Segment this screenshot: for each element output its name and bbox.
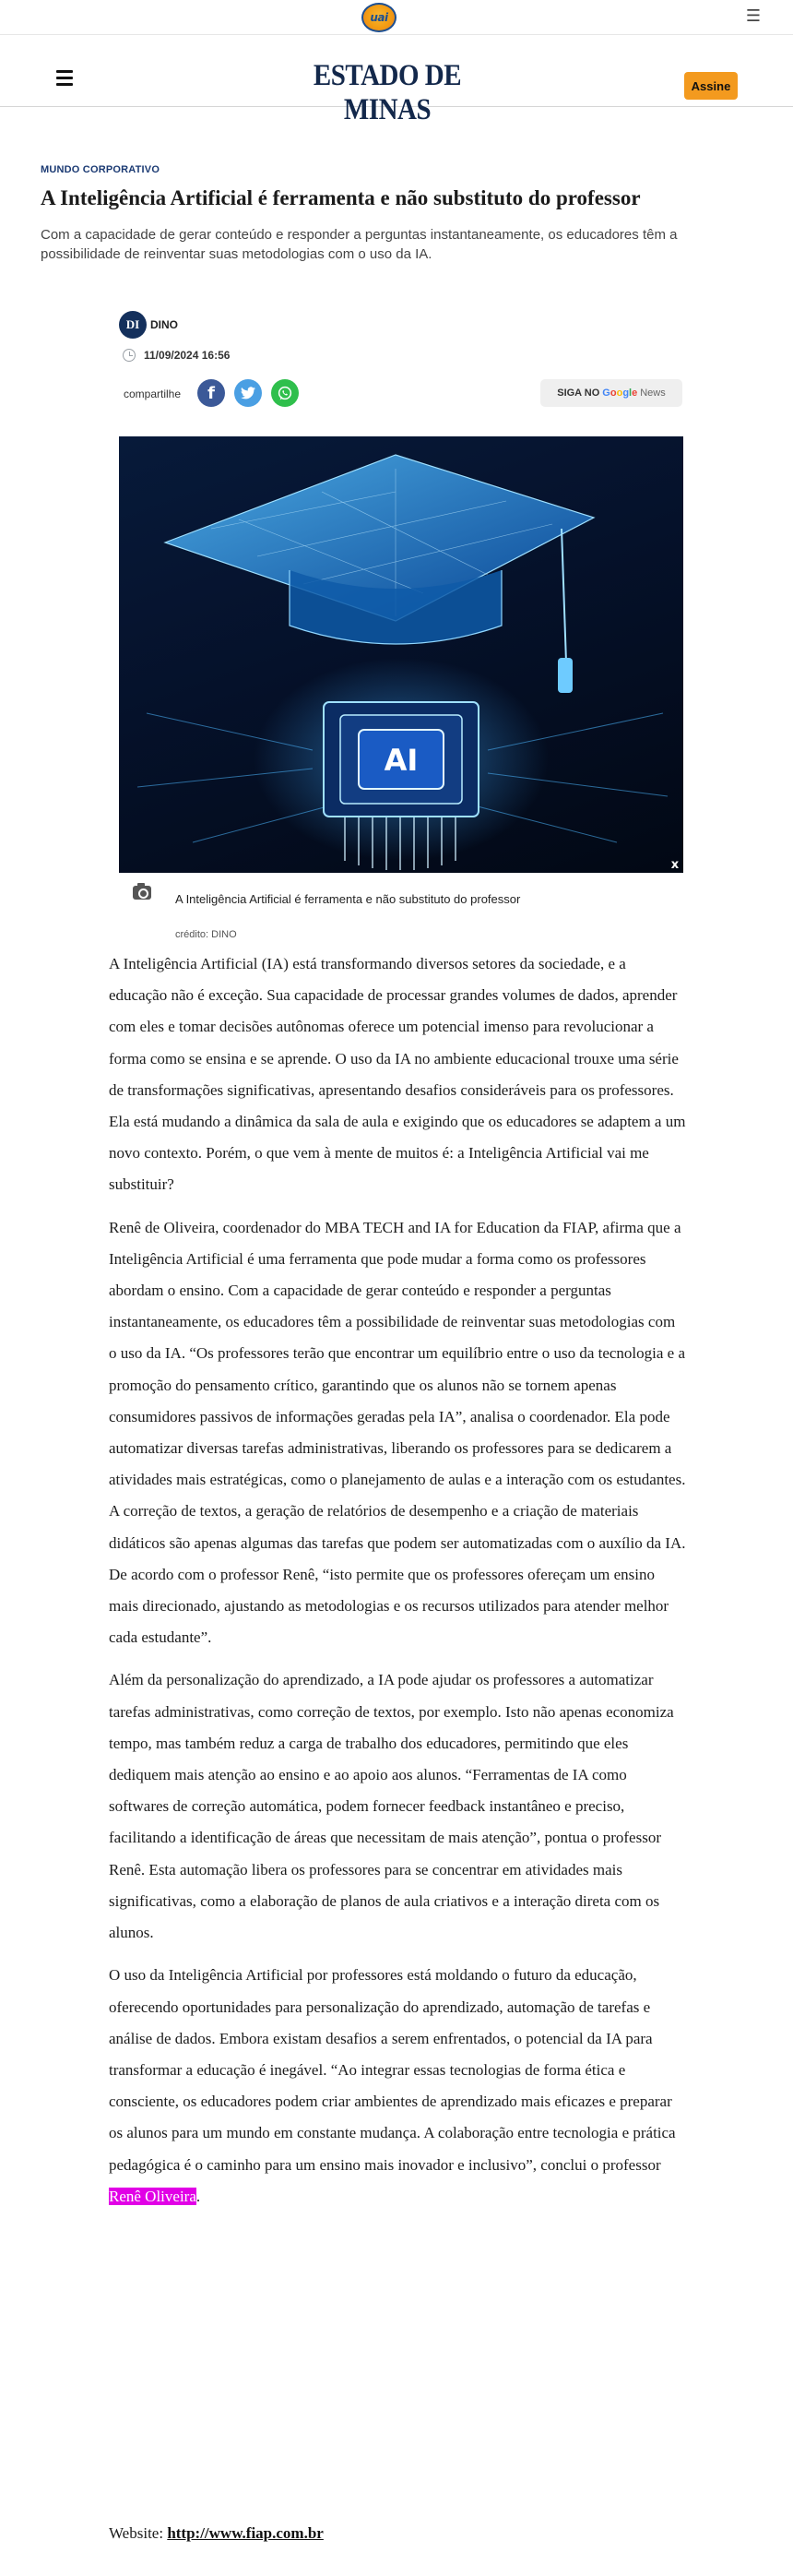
hamburger-menu-icon[interactable] <box>52 65 77 90</box>
subscribe-button[interactable]: Assine <box>684 72 738 100</box>
twitter-icon[interactable] <box>234 379 262 407</box>
paragraph-4-end: . <box>195 2187 201 2205</box>
ai-graduation-illustration <box>119 436 683 873</box>
site-header <box>0 35 793 126</box>
author-avatar[interactable]: DI <box>119 311 147 339</box>
uai-logo[interactable] <box>361 3 396 32</box>
clock-icon <box>123 349 136 362</box>
site-logo[interactable]: ESTADO DE MINAS <box>313 59 462 126</box>
article-title: A Inteligência Artificial é ferramenta e não substituto do professor <box>41 186 641 209</box>
website-label: Website: <box>109 2524 164 2542</box>
google-news-button[interactable] <box>540 379 682 407</box>
whatsapp-icon[interactable] <box>271 379 299 407</box>
paragraph-4-text: O uso da Inteligência Artificial por professores está moldando o futuro da educação, oferecendo oportunidades para personalização do aprendizado, automação de tarefas e análise de dados. Embora existam desafios a serem enfrentados, o potencial da IA para transformar a educação é inegável. “Ao integrar essas tecnologias de forma ética e consciente, os educadores podem criar ambientes de aprendizado mais eficazes e preparar os alunos para um mundo em constante mudança. A colaboração entre tecnologia e prática pedagógica é o caminho para um ensino mais inovador e inclusivo”, conclui o professor <box>109 1966 676 2174</box>
article-subtitle: Com a capacidade de gerar conteúdo e responder a perguntas instantaneamente, os educadores têm a possibilidade de reinventar suas metodologias com o uso da IA. <box>41 227 678 262</box>
website-line <box>109 2524 324 2543</box>
paragraph-1: A Inteligência Artificial (IA) está transformando diversos setores da sociedade, e a educação não é exceção. Sua capacidade de processar grandes volumes de dados, aprender com eles e tomar decisões autônomas oferece um potencial imenso para revolucionar a forma como se ensina e se aprende. O uso da IA no ambiente educacional trouxe uma série de transformações significativas, apresentando desafios consideráveis para os professores. Ela está mudando a dinâmica da sala de aula e exigindo que os educadores se adaptem a um novo contexto. Porém, o que vem à mente de muitos é: a Inteligência Artificial vai me substituir? <box>109 955 686 1194</box>
uai-logo-text: uai <box>370 11 388 24</box>
share-label: compartilhe <box>124 388 182 400</box>
paragraph-3: Além da personalização do aprendizado, a IA pode ajudar os professores a automatizar tarefas administrativas, como correção de textos, por exemplo. Isto não apenas economiza tempo, mas também reduz a carga de trabalho dos educadores, permitindo que eles dediquem mais atenção ao ensino e ao apoio aos alunos. “Ferramentas de IA como softwares de correção automática, podem fornecer feedback instantâneo e preciso, facilitando a identificação de áreas que necessitam de mais atenção”, pontua o professor Renê. Esta automação libera os professores para se concentrar em atividades mais significativas, como a elaboração de planos de aula criativos e a interação direta com os alunos. <box>109 1671 674 1942</box>
google-news-label: News <box>640 388 666 399</box>
article-body <box>109 948 686 2224</box>
image-close-icon[interactable]: x <box>670 858 680 872</box>
paragraph-4 <box>109 1960 686 2212</box>
publish-date: 11/09/2024 16:56 <box>144 349 231 362</box>
camera-icon <box>133 886 151 900</box>
author-name[interactable]: DINO <box>150 318 178 331</box>
section-kicker[interactable]: MUNDO CORPORATIVO <box>41 164 160 175</box>
highlighted-name[interactable]: Renê Oliveira <box>109 2187 196 2205</box>
menu-icon[interactable]: ☰ <box>745 6 762 26</box>
paragraph-2: Renê de Oliveira, coordenador do MBA TECH and IA for Education da FIAP, afirma que a Inteligência Artificial é uma ferramenta que pode mudar a forma como os professores abordam o ensino. Com a capacidade de gerar conteúdo e responder a perguntas instantaneamente, os educadores têm a possibilidade de reinventar suas metodologias com o uso da IA. “Os professores terão que encontrar um equilíbrio entre o uso da tecnologia e a promoção do pensamento crítico, garantindo que os alunos não se tornem apenas consumidores passivos de informações geradas pela IA”, analisa o coordenador. Ela pode automatizar diversas tarefas administrativas, liberando os professores para se dedicarem a atividades mais estratégicas, como o planejamento de aulas e a interação com os estudantes. A correção de textos, a geração de relatórios de desempenho e a criação de materiais didáticos são apenas algumas das tarefas que podem ser automatizadas com o auxílio da IA. De acordo com o professor Renê, “isto permite que os professores ofereçam um ensino mais direcionado, ajustando as metodologias e os recursos utilizados para atender melhor cada estudante”. <box>109 1218 686 1647</box>
google-logo: Google <box>602 388 638 399</box>
website-link[interactable]: http://www.fiap.com.br <box>167 2524 324 2542</box>
google-news-prefix: SIGA NO <box>557 388 600 399</box>
top-bar <box>0 0 793 35</box>
ai-chip-label: AI <box>384 743 419 778</box>
article-hero-image[interactable] <box>119 436 683 873</box>
facebook-icon[interactable]: f <box>197 379 225 407</box>
image-caption: A Inteligência Artificial é ferramenta e não substituto do professor <box>175 892 521 906</box>
image-credit: crédito: DINO <box>175 929 237 940</box>
